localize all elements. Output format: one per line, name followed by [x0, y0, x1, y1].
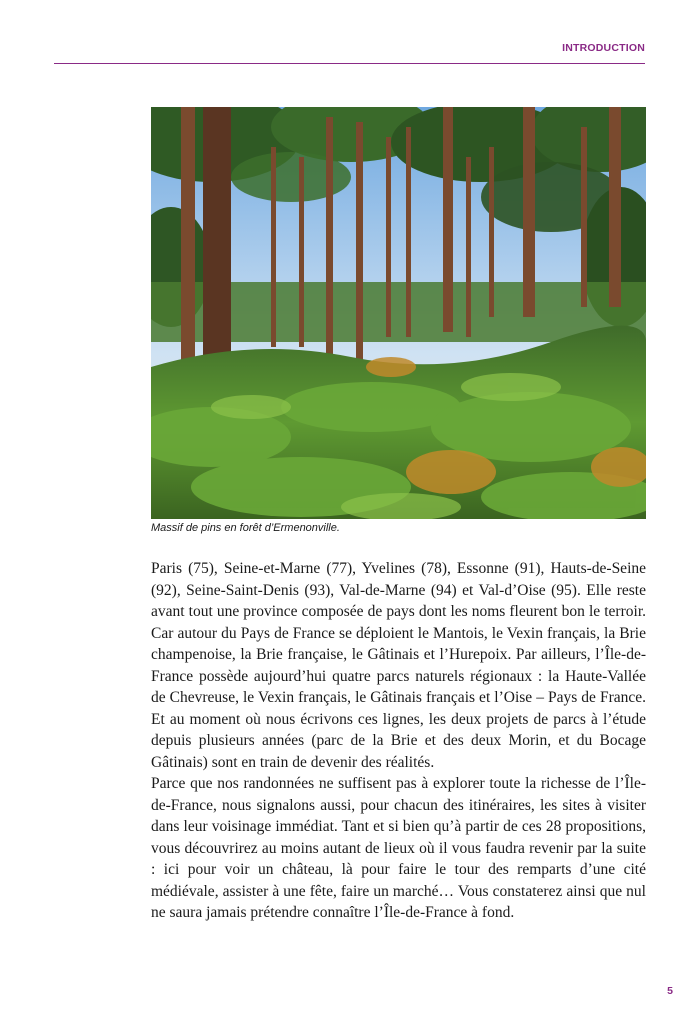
section-header: INTRODUCTION: [562, 42, 645, 54]
body-text: [151, 558, 646, 924]
page-number: 5: [667, 985, 673, 997]
body-paragraph: Parce que nos randonnées ne suffisent pas à explorer toute la richesse de l’Île-de-France, nous signalons aussi, pour chacun des itinéraires, les sites à visiter dans leur voisinage immédiat. Tant et si bien qu’à partir de ces 28 propositions, vous découvrirez au moins autant de lieux où il vous faudra revenir par la suite : ici pour voir un château, là pour faire le tour des remparts d’une cité médiévale, assister à une fête, faire un marché… Vous constaterez ainsi que nul ne saura jamais prétendre connaître l’Île-de-France à fond.: [151, 775, 646, 921]
header-divider: [54, 63, 645, 64]
body-paragraph: Paris (75), Seine-et-Marne (77), Yvelines (78), Essonne (91), Hauts-de-Seine (92), Seine-Saint-Denis (93), Val-de-Marne (94) et Val-d’Oise (95). Elle reste avant tout une province composée de pays dont les noms fleurent bon le terroir. Car autour du Pays de France se déploient le Mantois, le Vexin français, la Brie champenoise, la Brie française, le Gâtinais et l’Hurepoix. Par ailleurs, l’Île-de-France possède aujourd’hui quatre parcs naturels régionaux : la Haute-Vallée de Chevreuse, le Vexin français, le Gâtinais français et l’Oise – Pays de France. Et au moment où nous écrivons ces lignes, les deux projets de parcs à l’étude depuis plusieurs années (parc de la Brie et des deux Morin, et du Bocage Gâtinais) sont en train de devenir des réalités.: [151, 560, 646, 771]
forest-photo: [151, 107, 646, 519]
photo-caption: Massif de pins en forêt d’Ermenonville.: [151, 522, 340, 534]
